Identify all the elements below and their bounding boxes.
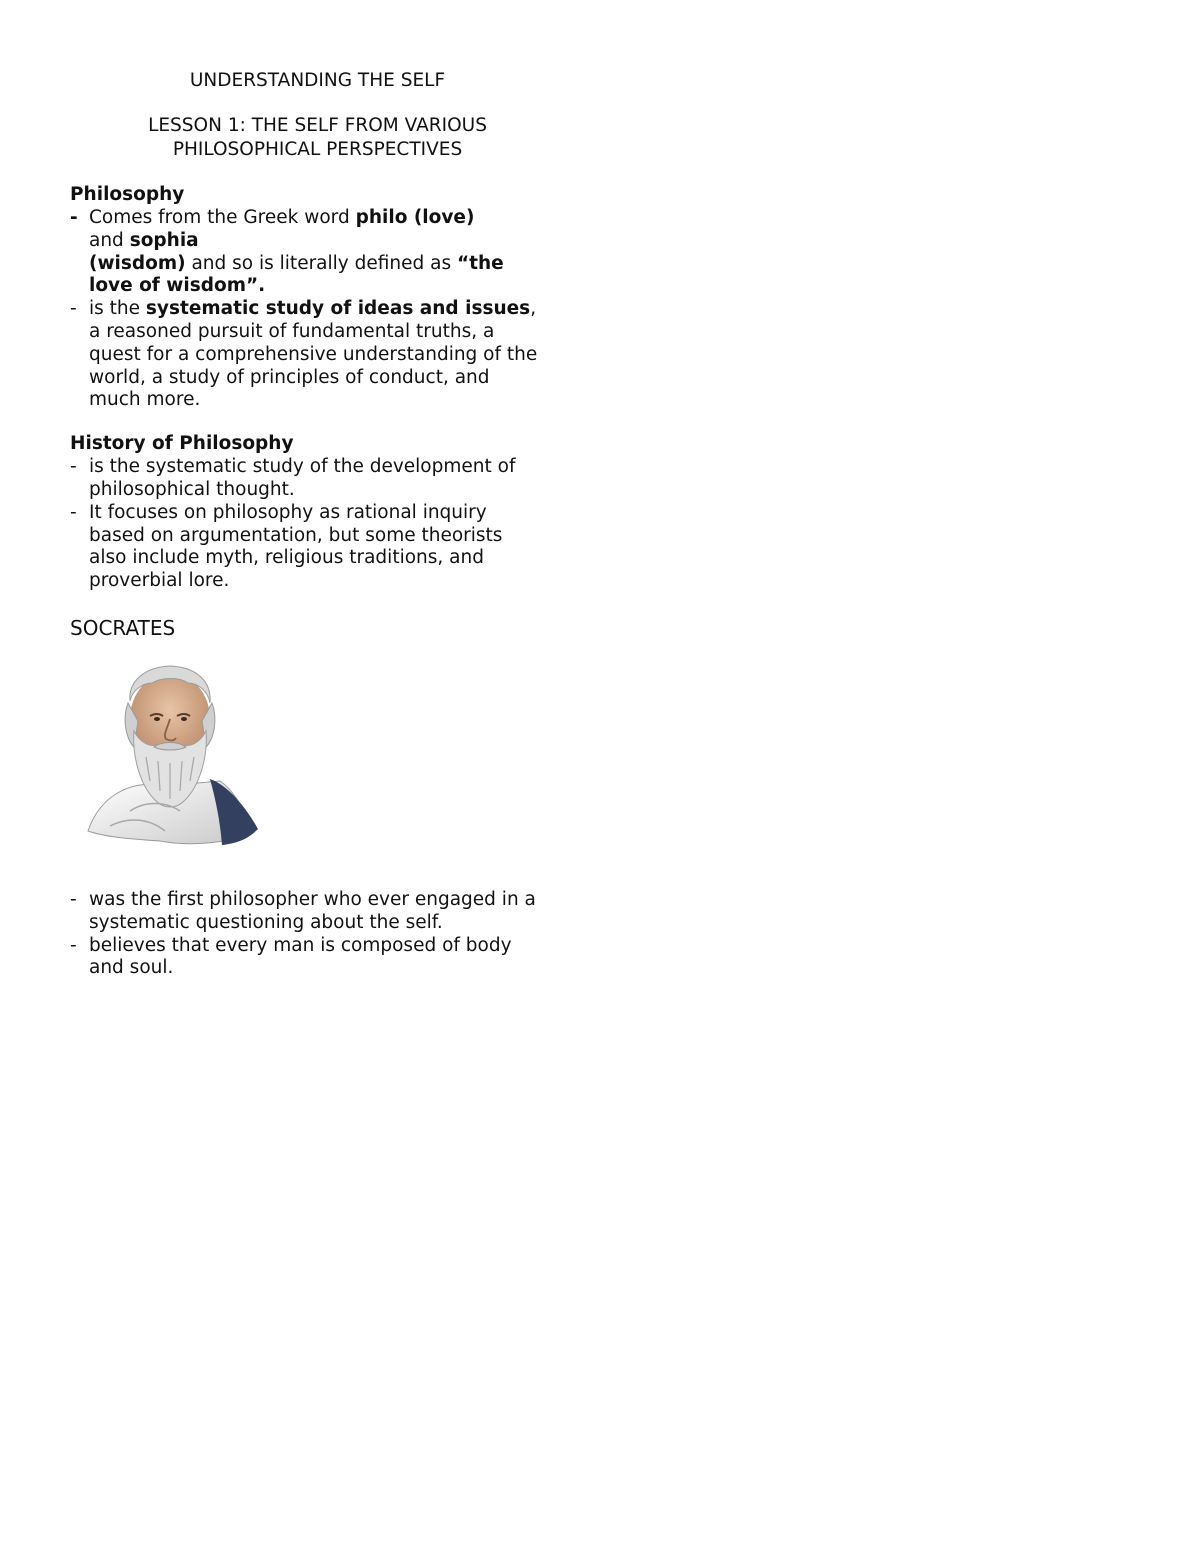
- bullet-dash: -: [70, 207, 78, 228]
- bullet-dash: -: [70, 456, 77, 478]
- list-item: - is the systematic study of ideas and issues, a reasoned pursuit of fundamental truths, a quest for a comprehensive understanding of the world, a study of principles of conduct, and much more.: [70, 298, 538, 411]
- page-content: [70, 70, 570, 980]
- list-item: - Comes from the Greek word philo (love) and sophia (wisdom) and so is literally defined as “the love of wisdom”.: [70, 207, 504, 297]
- lesson-title-line1: LESSON 1: THE SELF FROM VARIOUS: [148, 115, 487, 136]
- lesson-title-line2: PHILOSOPHICAL PERSPECTIVES: [172, 139, 463, 160]
- bullet-dash: -: [70, 934, 77, 956]
- lesson-title: [70, 115, 565, 163]
- list-item: - was the first philosopher who ever engaged in a systematic questioning about the self.: [70, 888, 536, 933]
- bullet-dash: -: [70, 888, 77, 910]
- list-item: - It focuses on philosophy as rational inquiry based on argumentation, but some theorists also include myth, religious traditions, and proverbial lore.: [70, 501, 503, 592]
- list-item: - is the systematic study of the development of philosophical thought.: [70, 456, 516, 500]
- socrates-heading: SOCRATES: [70, 615, 176, 640]
- list-item: - believes that every man is composed of body and soul.: [70, 934, 512, 979]
- document-title: UNDERSTANDING THE SELF: [189, 70, 446, 91]
- history-heading: History of Philosophy: [70, 433, 294, 455]
- bullet-dash: -: [70, 501, 77, 523]
- philosophy-heading: Philosophy: [70, 184, 185, 205]
- socrates-portrait: [70, 661, 270, 859]
- bullet-dash: -: [70, 298, 77, 320]
